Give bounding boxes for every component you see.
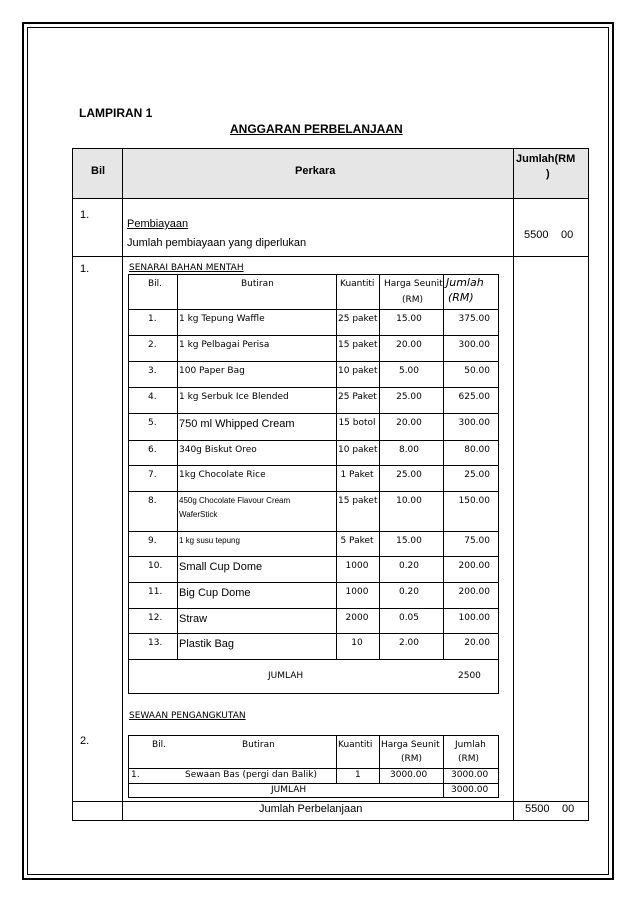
bahan-item-jumlah: 200.00	[458, 587, 490, 597]
sewaan-item-butiran: Sewaan Bas (pergi dan Balik)	[185, 770, 318, 780]
bahan-item-butiran: 100 Paper Bag	[179, 366, 245, 376]
bahan-item-butiran: 1 kg Pelbagai Perisa	[179, 340, 270, 350]
bahan-item-bil: 2.	[148, 340, 157, 350]
bahan-item-jumlah: 300.00	[458, 340, 490, 350]
bahan-item-harga: 15.00	[396, 314, 422, 324]
bahan-item-bil: 1.	[148, 314, 157, 324]
bahan-item-butiran: 750 ml Whipped Cream	[179, 418, 295, 430]
bahan-item-jumlah: 20.00	[464, 638, 490, 648]
bahan-col-line	[336, 274, 337, 659]
bahan-table	[128, 274, 499, 694]
sewaan-col-harga: Harga Seunit	[381, 740, 440, 750]
bahan-total-value: 2500	[458, 671, 481, 681]
bahan-item-bil: 13.	[148, 638, 163, 648]
bahan-item-harga: 0.20	[398, 587, 420, 597]
bahan-item-harga: 20.00	[396, 418, 422, 428]
bahan-item-kuantiti: 10 paket	[338, 445, 378, 455]
sewaan-item-jumlah: 3000.00	[451, 770, 489, 780]
bahan-item-bil: 3.	[148, 366, 157, 376]
bahan-item-bil: 9.	[148, 536, 157, 546]
bahan-item-butiran: 340g Biskut Oreo	[179, 445, 257, 455]
bahan-item-bil: 11.	[148, 587, 163, 597]
bahan-item-harga: 8.00	[398, 445, 420, 455]
bahan-item-kuantiti: 5 Paket	[340, 536, 374, 546]
sewaan-col-jumlah: Jumlah	[455, 740, 486, 750]
bahan-item-harga: 2.00	[398, 638, 420, 648]
footer-cents: 00	[562, 803, 575, 815]
bahan-item-kuantiti: 10 paket	[338, 366, 378, 376]
bahan-item-jumlah: 50.00	[464, 366, 490, 376]
bahan-col-line	[443, 274, 444, 659]
row2-number-1: 1.	[80, 263, 90, 275]
bahan-col-butiran: Butiran	[241, 279, 274, 289]
bahan-item-kuantiti: 1000	[345, 561, 369, 571]
sewaan-heading: SEWAAN PENGANGKUTAN	[129, 711, 246, 721]
bahan-item-bil: 10.	[148, 561, 163, 571]
bahan-item-harga: 20.00	[396, 340, 422, 350]
sewaan-item-kuantiti: 1	[355, 770, 361, 780]
row2-number-2: 2.	[80, 735, 90, 747]
bahan-item-bil: 5.	[148, 418, 157, 428]
sewaan-item-harga: 3000.00	[390, 770, 428, 780]
row1-description: Jumlah pembiayaan yang diperlukan	[127, 237, 307, 249]
bahan-item-butiran: Plastik Bag	[179, 638, 235, 650]
bahan-item-jumlah: 300.00	[458, 418, 490, 428]
bahan-col-harga: Harga Seunit	[384, 279, 443, 289]
bahan-row-line	[128, 659, 499, 660]
bahan-item-jumlah: 75.00	[464, 536, 490, 546]
bahan-item-jumlah: 80.00	[464, 445, 490, 455]
bahan-item-harga: 5.00	[398, 366, 420, 376]
bahan-item-bil: 4.	[148, 392, 157, 402]
bahan-col-jumlah: Jumlah	[446, 276, 484, 289]
row1-cents: 00	[561, 229, 574, 241]
bahan-col-kuantiti: Kuantiti	[340, 279, 375, 289]
bahan-item-butiran: Big Cup Dome	[179, 587, 251, 599]
bahan-item-bil: 12.	[148, 613, 163, 623]
sewaan-col-kuantiti: Kuantiti	[338, 740, 373, 750]
sewaan-total-label: JUMLAH	[271, 785, 307, 795]
bahan-item-kuantiti: 15 paket	[338, 340, 378, 350]
appendix-label: LAMPIRAN 1	[79, 106, 153, 120]
footer-label: Jumlah Perbelanjaan	[259, 803, 363, 815]
sewaan-total-value: 3000.00	[451, 785, 489, 795]
bahan-item-jumlah: 150.00	[458, 496, 490, 506]
bahan-item-butiran: 1 kg Serbuk Ice Blended	[179, 392, 289, 402]
row1-amount: 5500	[524, 229, 549, 241]
bahan-item-harga: 10.00	[396, 496, 422, 506]
bahan-item-kuantiti: 15 paket	[338, 496, 378, 506]
bahan-item-harga: 15.00	[396, 536, 422, 546]
footer-amount: 5500	[525, 803, 550, 815]
bahan-col-line	[379, 274, 380, 659]
bahan-item-harga: 25.00	[396, 392, 422, 402]
bahan-item-kuantiti: 1 Paket	[340, 470, 374, 480]
bahan-item-bil: 7.	[148, 470, 157, 480]
bahan-item-jumlah: 25.00	[464, 470, 490, 480]
bahan-item-butiran-cont: WaferStick	[179, 510, 218, 519]
bahan-item-kuantiti: 25 Paket	[338, 392, 377, 402]
bahan-item-butiran: Small Cup Dome	[179, 561, 263, 573]
sewaan-table	[128, 735, 499, 798]
header-jumlah-close: )	[546, 168, 550, 180]
bahan-item-butiran: 450g Chocolate Flavour Cream	[179, 496, 291, 505]
document-title: ANGGARAN PERBELANJAAN	[230, 122, 403, 136]
bahan-item-bil: 6.	[148, 445, 157, 455]
sewaan-col-bil: Bil.	[152, 740, 167, 750]
bahan-item-jumlah: 375.00	[458, 314, 490, 324]
bahan-item-harga: 0.05	[398, 613, 420, 623]
bahan-item-kuantiti: 25 paket	[338, 314, 378, 324]
bahan-item-kuantiti: 15 botol	[338, 418, 376, 428]
bahan-col-line	[177, 274, 178, 659]
bahan-item-butiran: 1 kg Tepung Waffle	[179, 314, 265, 324]
header-perkara: Perkara	[295, 165, 336, 177]
header-jumlah: Jumlah(RM	[516, 153, 576, 165]
bahan-total-label: JUMLAH	[268, 671, 304, 681]
bahan-item-butiran: 1kg Chocolate Rice	[179, 470, 266, 480]
bahan-item-jumlah: 100.00	[458, 613, 490, 623]
header-bil: Bil	[91, 165, 106, 177]
bahan-item-harga: 25.00	[396, 470, 422, 480]
sewaan-col-harga-unit: (RM)	[401, 754, 423, 764]
bahan-item-bil: 8.	[148, 496, 157, 506]
bahan-heading: SENARAI BAHAN MENTAH	[129, 263, 244, 273]
bahan-col-jumlah-unit: (RM)	[448, 291, 474, 304]
bahan-col-harga-unit: (RM)	[402, 295, 424, 305]
row1-heading: Pembiayaan	[127, 218, 189, 230]
sewaan-col-butiran: Butiran	[242, 740, 275, 750]
bahan-col-bil: Bil.	[148, 279, 163, 289]
bahan-item-kuantiti: 10	[351, 638, 363, 648]
bahan-item-kuantiti: 2000	[345, 613, 369, 623]
bahan-item-kuantiti: 1000	[345, 587, 369, 597]
row1-number: 1.	[80, 209, 90, 221]
sewaan-item-bil: 1.	[131, 770, 140, 780]
bahan-item-jumlah: 200.00	[458, 561, 490, 571]
bahan-item-butiran: 1 kg susu tepung	[179, 536, 240, 545]
sewaan-col-jumlah-unit: (RM)	[458, 754, 480, 764]
bahan-item-harga: 0.20	[398, 561, 420, 571]
bahan-item-butiran: Straw	[179, 613, 208, 625]
bahan-item-jumlah: 625.00	[458, 392, 490, 402]
